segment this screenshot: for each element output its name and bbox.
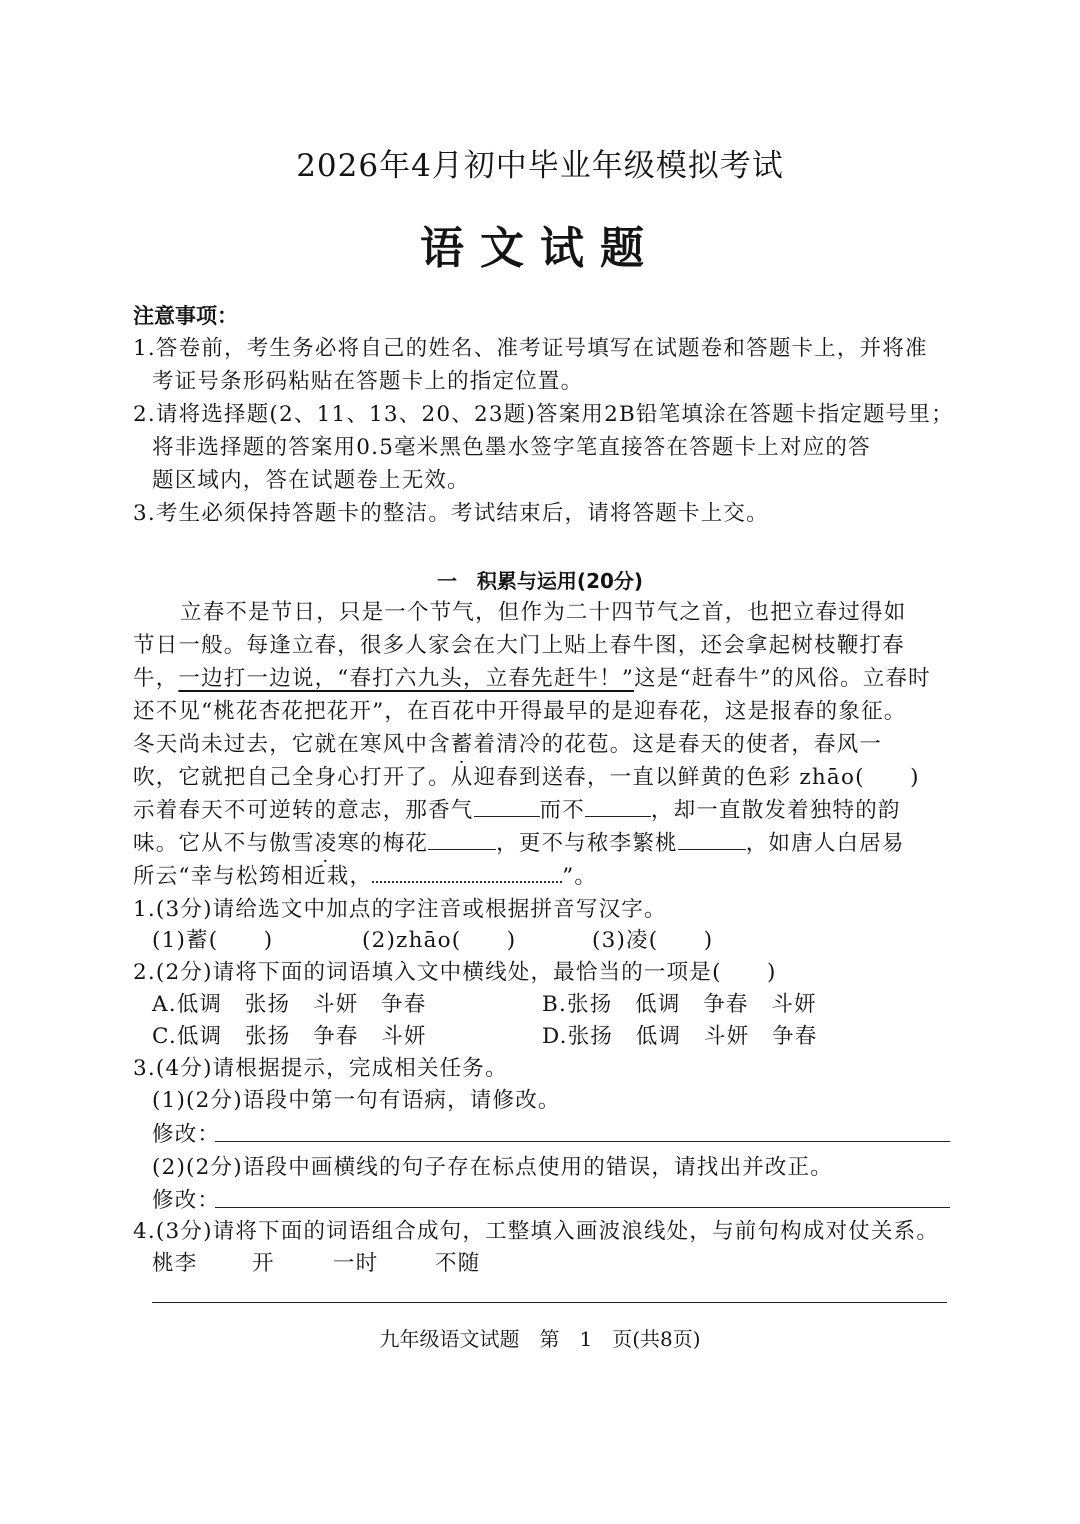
- passage-text: 所云“幸与松筠相近栽，: [133, 864, 373, 889]
- option-a[interactable]: A.低调 张扬 斗妍 争春: [152, 992, 427, 1017]
- pinyin-blank: zhāo( ): [799, 765, 920, 790]
- question-3-stem: 3.(4分)请根据提示，完成相关任务。: [133, 1056, 508, 1081]
- underlined-sentence: 一边打一边说，“春打六九头，立春先赶牛！”: [178, 666, 635, 691]
- passage-text: 这是“赶春牛”的风俗。立春时: [634, 666, 931, 691]
- notice-line: 题区域内，答在试题卷上无效。: [152, 468, 470, 493]
- passage-line: [133, 661, 931, 692]
- passage-text: ”。: [562, 864, 598, 889]
- notice-line: 将非选择题的答案用0.5毫米黑色墨水签字笔直接答在答题卡上对应的答: [152, 435, 871, 460]
- word-item: 桃李: [152, 1251, 198, 1276]
- passage-line: 节日一般。每逢立春，很多人家会在大门上贴上春牛图，还会拿起树枝鞭打春: [133, 633, 905, 658]
- passage-line: 还不见“桃花杏花把花开”，在百花中开得最早的是迎春花，这是报春的象征。: [133, 699, 907, 724]
- fix-label: 修改：: [152, 1122, 221, 1147]
- question-1-item: (1)蓄( ): [152, 928, 274, 953]
- passage-text: 示着春天不可逆转的意志，那香气: [133, 798, 474, 823]
- passage-line: [133, 793, 901, 824]
- exam-title: 2026年4月初中毕业年级模拟考试: [296, 148, 784, 184]
- passage-line: 立春不是节日，只是一个节气，但作为二十四节气之首，也把立春过得如: [180, 600, 907, 625]
- passage-text: 而不: [539, 798, 585, 823]
- passage-text: ，更不与秾李繁桃: [496, 831, 678, 856]
- notice-line: 1.答卷前，考生务必将自己的姓名、准考证号填写在试题卷和答题卡上，并将准: [133, 336, 928, 361]
- option-d[interactable]: D.张扬 低调 斗妍 争春: [542, 1024, 818, 1049]
- fill-blank[interactable]: [585, 798, 651, 817]
- fill-blank[interactable]: [428, 831, 496, 850]
- wavy-blank[interactable]: [372, 863, 562, 883]
- passage-line: [133, 760, 920, 791]
- question-4-stem: 4.(3分)请将下面的词语组合成句，工整填入画波浪线处，与前句构成对仗关系。: [133, 1219, 940, 1244]
- passage-text: 味。它从不与傲雪: [133, 831, 315, 856]
- passage-line: [133, 826, 905, 857]
- subject-title: 语文试题: [420, 223, 660, 274]
- option-c[interactable]: C.低调 张扬 争春 斗妍: [152, 1024, 427, 1049]
- word-item: 一时: [333, 1251, 379, 1276]
- answer-line[interactable]: [215, 1207, 950, 1208]
- section-title: 一 积累与运用(20分): [436, 569, 644, 593]
- passage-text: ，如唐人白居易: [745, 831, 905, 856]
- passage-line: [133, 859, 597, 890]
- word-item: 开: [252, 1251, 275, 1276]
- passage-text: 着清冷的花苞。这是春天的使者，春风一: [473, 732, 883, 757]
- question-1-item: (3)凌( ): [592, 928, 714, 953]
- passage-text: 牛，: [133, 666, 179, 691]
- fill-blank[interactable]: [474, 798, 540, 817]
- notice-heading: 注意事项：: [133, 304, 238, 328]
- option-b[interactable]: B.张扬 低调 争春 斗妍: [542, 992, 817, 1017]
- notice-line: 2.请将选择题(2、11、13、20、23题)答案用2B铅笔填涂在答题卡指定题号里；: [133, 402, 954, 427]
- dotted-char: 蓄: [450, 732, 474, 757]
- dotted-char: 凌: [314, 831, 338, 856]
- passage-text: 冬天尚未过去，它就在寒风中含: [133, 732, 451, 757]
- fix-label: 修改：: [152, 1188, 221, 1213]
- answer-line[interactable]: [152, 1302, 947, 1303]
- passage-text: 吹，它就把自己全身心打开了。从迎春到送春，一直以鲜黄的色彩: [133, 765, 792, 790]
- passage-text: ，却一直散发着独特的韵: [650, 798, 901, 823]
- notice-line: 3.考生必须保持答题卡的整洁。考试结束后，请将答题卡上交。: [133, 501, 769, 526]
- passage-text: 寒的梅花: [337, 831, 429, 856]
- question-1-item: (2)zhāo( ): [362, 928, 517, 953]
- word-item: 不随: [435, 1251, 481, 1276]
- notice-line: 考证号条形码粘贴在答题卡上的指定位置。: [152, 369, 584, 394]
- question-3-sub2: (2)(2分)语段中画横线的句子存在标点使用的错误，请找出并改正。: [152, 1155, 834, 1180]
- fill-blank[interactable]: [678, 831, 746, 850]
- passage-line: [133, 727, 882, 758]
- question-3-sub1: (1)(2分)语段中第一句有语病，请修改。: [152, 1088, 561, 1113]
- answer-line[interactable]: [215, 1141, 950, 1142]
- question-2-stem: 2.(2分)请将下面的词语填入文中横线处，最恰当的一项是( ): [133, 960, 777, 985]
- question-1-stem: 1.(3分)请给选文中加点的字注音或根据拼音写汉字。: [133, 897, 667, 922]
- page-footer: 九年级语文试题 第 1 页(共8页): [379, 1327, 701, 1351]
